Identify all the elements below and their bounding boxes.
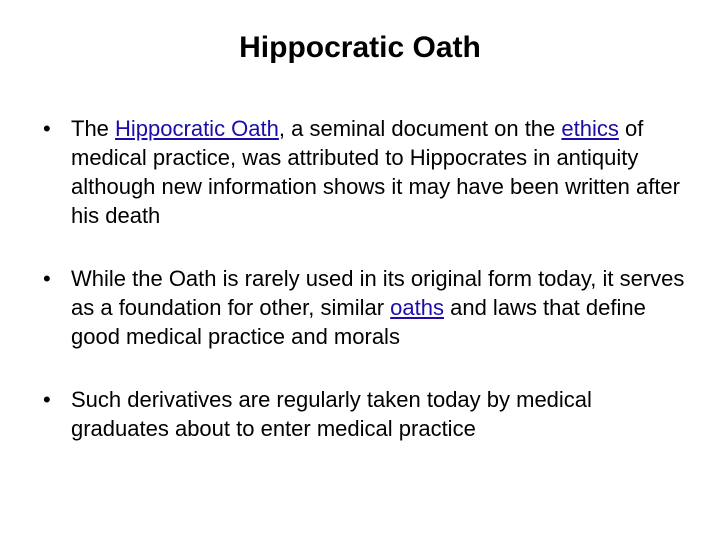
bullet-item	[43, 385, 693, 443]
ethics-link[interactable]: ethics	[561, 116, 619, 141]
bullet-text: While the Oath is rarely used in its original form today, it serves as a foundation for other, similar	[71, 266, 685, 320]
bullet-text: Such derivatives are regularly taken today by medical graduates about to enter medical practice	[71, 387, 592, 441]
slide-title: Hippocratic Oath	[239, 31, 481, 64]
bullet-text: , a seminal document on the	[278, 116, 562, 141]
bullet-icon: •	[43, 116, 51, 141]
hippocratic-oath-link[interactable]: Hippocratic Oath	[115, 116, 279, 141]
bullet-item	[43, 114, 693, 230]
oaths-link[interactable]: oaths	[390, 295, 444, 320]
bullet-item	[43, 264, 693, 351]
bullet-text: The	[71, 116, 116, 141]
bullet-list	[43, 114, 693, 443]
bullet-icon: •	[43, 387, 51, 412]
bullet-icon: •	[43, 266, 51, 291]
bullet-text: of medical practice, was attributed to Hippocrates in antiquity although new information shows it may have been written after his death	[71, 116, 680, 228]
bullet-text: and laws that define good medical practice and morals	[71, 295, 646, 349]
